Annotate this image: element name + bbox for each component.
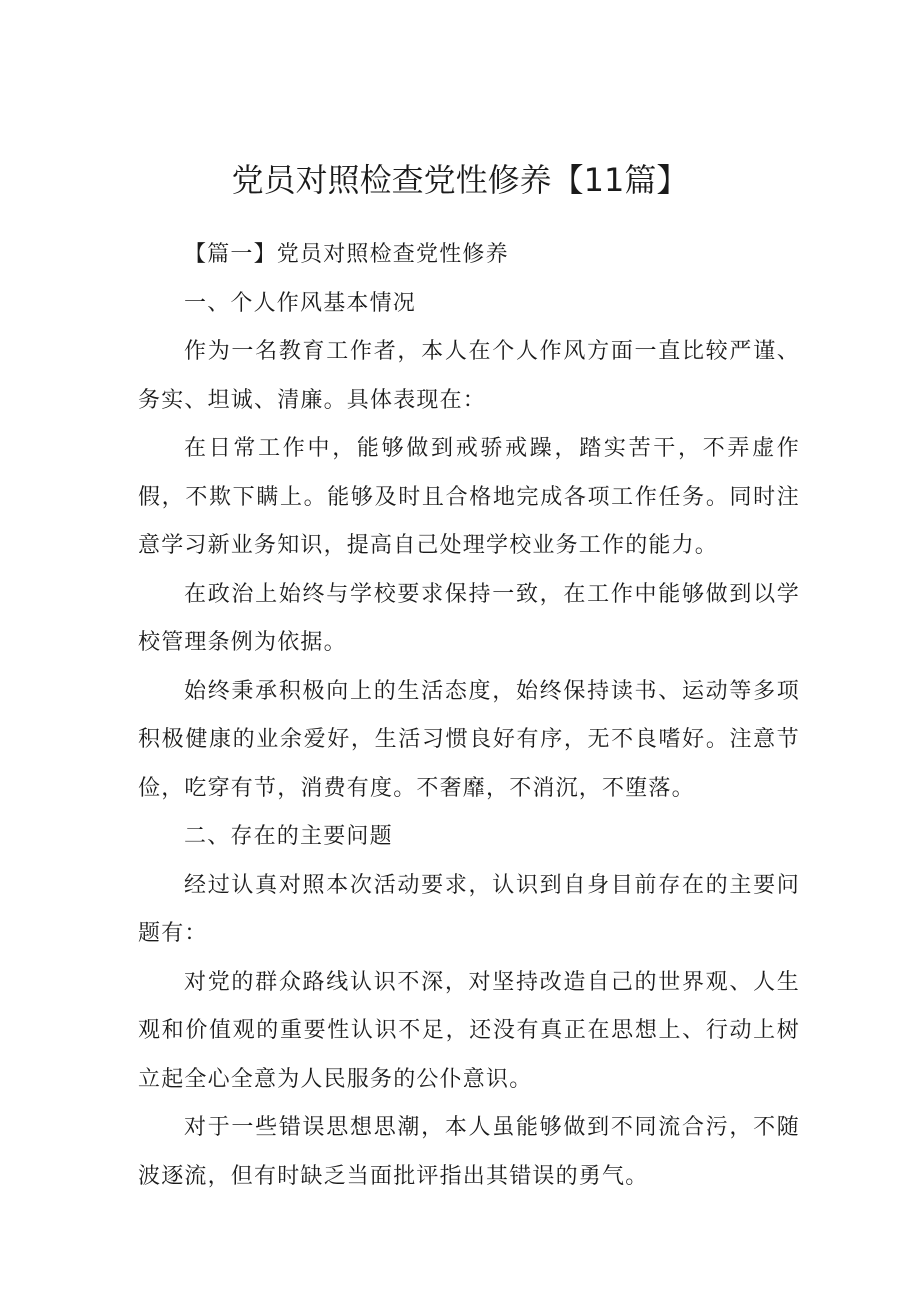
paragraph: 经过认真对照本次活动要求，认识到自身目前存在的主要问题有：	[138, 872, 800, 946]
paragraph: 对于一些错误思想思潮，本人虽能够做到不同流合污，不随波逐流，但有时缺乏当面批评指出其错误的勇气。	[138, 1115, 800, 1189]
paragraph: 在日常工作中，能够做到戒骄戒躁，踏实苦干，不弄虚作假，不欺下瞒上。能够及时且合格地完成各项工作任务。同时注意学习新业务知识，提高自己处理学校业务工作的能力。	[138, 436, 800, 558]
article-heading: 【篇一】党员对照检查党性修养	[184, 242, 509, 267]
paragraph: 在政治上始终与学校要求保持一致，在工作中能够做到以学校管理条例为依据。	[138, 581, 800, 655]
section-heading-2: 二、存在的主要问题	[184, 824, 393, 849]
paragraph: 始终秉承积极向上的生活态度，始终保持读书、运动等多项积极健康的业余爱好，生活习惯良好有序，无不良嗜好。注意节俭，吃穿有节，消费有度。不奢靡，不消沉，不堕落。	[138, 678, 800, 801]
document-body	[138, 231, 800, 1201]
paragraph: 对党的群众路线认识不深，对坚持改造自己的世界观、人生观和价值观的重要性认识不足，还没有真正在思想上、行动上树立起全心全意为人民服务的公仆意识。	[138, 969, 800, 1092]
document-title: 党员对照检查党性修养【11篇】	[231, 161, 689, 199]
paragraph: 作为一名教育工作者，本人在个人作风方面一直比较严谨、务实、坦诚、清廉。具体表现在：	[138, 339, 800, 413]
section-heading-1: 一、个人作风基本情况	[184, 290, 417, 316]
